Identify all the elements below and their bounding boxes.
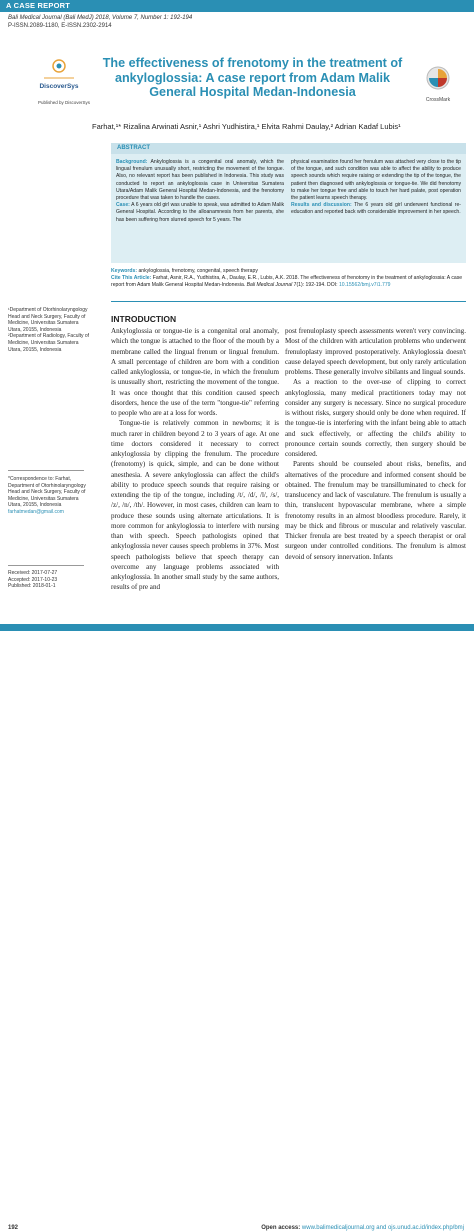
section-title: INTRODUCTION — [111, 314, 177, 324]
correspondence-email[interactable]: farhatmedan@gmail.com — [8, 508, 64, 515]
keywords-text: ankyloglossia, frenotomy, congenital, speech therapy — [138, 268, 258, 274]
abstract-right-column — [291, 159, 461, 217]
citation-tail: 7(1): 192-194. DOI: — [292, 282, 339, 289]
abstract-case-label: Case: — [116, 202, 130, 209]
sidebar-divider — [8, 470, 84, 471]
affiliation-1: ¹Department of Otorhinolaryngology Head and Neck Surgery, Faculty of Medicine, Universitas Sumatera Utara, 20155, Indonesia — [8, 307, 88, 333]
body-paragraph: Ankyloglossia or tongue-tie is a congenital oral anomaly, which the tongue is attached to the floor of the mouth by a membrane called the lingual frenum or lingual frenulum. A small percentage of children are born with a condition called ankyloglossia, or tongue-tie, in which the frenulum is unusually short, restricting the movement of the tongue. It was once thought that this condition caused speech disorders, hence the use of the term "tongue-tie" referring to people who are at a loss for words. — [111, 327, 279, 417]
open-access-links[interactable]: www.balimedicaljournal.org and ojs.unud.ac.id/index.php/bmj — [301, 1225, 464, 1231]
open-access-note — [261, 1225, 464, 1231]
abstract-background-label: Background: — [116, 159, 148, 165]
section-divider — [111, 301, 466, 302]
issn-line: P-ISSN.2089-1180, E-ISSN.2302-2914 — [8, 23, 112, 29]
body-paragraph: Parents should be counseled about risks, benefits, and alternatives of the procedure and informed consent should be obtained. The frenulum may be transilluminated to check for translucency and lack of vasculature. The frenulum is usually a thin, translucent hypovascular membrane, where a simple frenotomy results in an almost bloodless procedure. Rarely, it may be thick and fibrous or muscular and relatively vascular. Thicker frenula are best treated by a speech therapist or oral surgeon under controlled conditions. The frenulum is almost devoid of sensory innervation. Infants — [285, 460, 466, 561]
abstract-background-text: Ankyloglossia is a congenital oral anomaly, which the lingual frenulum unusually short, restricting the movement of the tongue. Also, no relevant report has been published in Indonesia. This study was conducted to report an ankyloglossia case in Universitas Sumatera Utara/Adam Malik General Hospital Medan-Indonesia, and the frenotomy procedure that was taken to handle the cases. — [116, 159, 284, 202]
published-date: Published: 2018-01-1 — [8, 583, 56, 590]
body-paragraph: As a reaction to the over-use of clipping to correct ankyloglossia, many medical practitioners today may not consider any surgery is necessary. Since no surgical procedure is without risks, surgery should only be done when required. If the tongue-tie is interfering with the infant being able to attach and suck effectively, or affecting the child's ability to pronounce certain sounds correctly, then surgery should be considered. — [285, 378, 466, 458]
keywords-block — [111, 268, 466, 290]
author-list: Farhat,¹* Rizalina Arwinati Asnir,¹ Ashri Yudhistira,¹ Elvita Rahmi Daulay,² Adrian Kadaf Lubis¹ — [92, 122, 401, 131]
article-dates — [8, 570, 92, 590]
body-right-column — [285, 326, 466, 562]
abstract-heading: ABSTRACT — [111, 143, 466, 154]
publisher-by: Published by DiscoverSys — [38, 100, 91, 105]
footer-bar — [0, 624, 474, 631]
crossmark-badge[interactable] — [423, 66, 453, 106]
publisher-logo-text: DiscoverSys — [39, 83, 79, 90]
abstract-case-text: A 6 years old girl was unable to speak, was admitted to Adam Malik General Hospital. According to the alloanamnesis from her parents, she has been suffering from slurred speech for 5 years. The — [116, 202, 284, 223]
correspondence — [8, 476, 92, 516]
affiliation-2: ²Department of Radiology, Faculty of Medicine, Universitas Sumatera Utara, 20155, Indonesia — [8, 333, 90, 353]
body-left-column — [111, 326, 279, 593]
accepted-date: Accepted: 2017-10-23 — [8, 576, 58, 583]
keywords-line — [111, 268, 466, 275]
page-number: 192 — [8, 1225, 19, 1231]
body-paragraph: Tongue-tie is relatively common in newborns; it is much rarer in children beyond 2 to 3 years of age. At one time doctors considered it necessary to correct ankyloglossia by clipping the frenulum. The procedure (frenotomy) is quick, simple, and can be done without anesthesia. A severe ankyloglossia can affect the child's ability to produce speech sounds that require raising or extending the tip of the tongue, including /t/, /d/, /l/, /s/, /z/, /n/, /th/. However, in most cases, children can learn to produce these sounds using alternate articulations. It is more common for ankyloglossia to interfere with nursing than with speech. Speech pathologists opined that ankyloglossia never causes speech problems in 37%. Most speech pathologists believe that speech therapy can overcome any language problems associated with ankyloglossia. In another small study by the same authors, results of pre and — [111, 419, 279, 592]
citation-line — [111, 275, 466, 289]
crossmark-label: CrossMark — [425, 97, 451, 103]
journal-info — [8, 14, 192, 30]
article-title: The effectiveness of frenotomy in the treatment of ankyloglossia: A case report from Adam Malik General Hospital Medan-Indonesia — [102, 56, 403, 99]
crossmark-icon — [426, 66, 450, 90]
citation-text: Farhat, Asnir, R.A., Yudhistira, A., Daulay, E.R., Lubis, A.K. 2018. The effectiveness of frenotomy in the treatment of ankyloglossia: A case report from Adam Malik General Hospital Medan-Indonesia. — [111, 275, 463, 289]
sidebar-divider-2 — [8, 565, 84, 566]
abstract-left-column — [116, 159, 284, 224]
received-date: Received: 2017-07-27 — [8, 570, 58, 576]
abstract-results-label: Results and discussion: — [291, 202, 352, 209]
abstract-case-continued: physical examination found her frenulum was attached very close to the tip of the tongue, and such condition was able to affect the ability to produce speech sounds which require raising or extending the tip of the tongue, the patient then diagnosed with ankyloglossia or tongue-tie. We did frenotomy to make her tongue free and able to touch her hard palate, post operation the patient learns speech therapy. — [291, 159, 461, 202]
journal-line: Bali Medical Journal (Bali MedJ) 2018, Volume 7, Number 1: 192-194 — [8, 15, 193, 21]
article-type-banner: A CASE REPORT — [0, 0, 474, 12]
publisher-logo — [34, 58, 84, 98]
open-access-label: Open access: — [261, 1225, 302, 1231]
body-paragraph: post frenuloplasty speech assessments weren't very convincing. Most of the children with articulation problems who underwent frenuloplasty improved postoperatively. Ankyloglossia doesn't cause delayed speech development, but only rarely articulation problems. These generally involve sibilants and lingual sounds. — [285, 327, 466, 376]
citation-journal: Bali Medical Journal — [246, 282, 293, 289]
citation-label: Cite This Article: — [111, 275, 152, 282]
citation-doi-link[interactable]: 10.15562/bmj.v7i1.779 — [338, 282, 391, 289]
affiliations — [8, 307, 92, 353]
abstract-results-text: The 6 years old girl underwent functional re-education and reported back with considerable improvement in her speech. — [291, 202, 462, 216]
keywords-label: Keywords: — [111, 268, 138, 274]
correspondence-text: *Correspondence to: Farhat, Department of Otorhinolaryngology Head and Neck Surgery, Faculty of Medicine, Universitas Sumatera Utara, 20155, Indonesia — [8, 476, 86, 509]
